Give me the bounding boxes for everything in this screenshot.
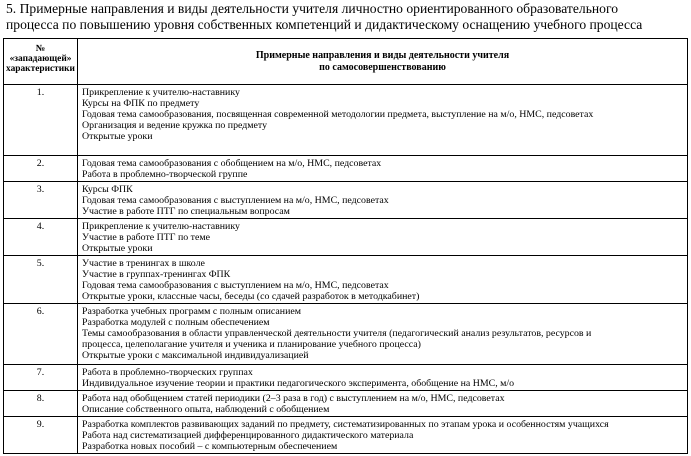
activity-line: Организация и ведение кружка по предмету — [82, 120, 268, 131]
header-col1-line-3: характеристики — [6, 64, 75, 74]
row-number: 7. — [4, 365, 78, 391]
activity-line: Разработка модулей с полным обеспечением — [82, 317, 270, 328]
table-header-row — [4, 39, 688, 85]
activity-line: Участие в группах-тренингах ФПК — [82, 269, 231, 280]
activity-line: Открытые уроки — [82, 131, 153, 142]
activity-line: Описание собственного опыта, наблюдений с обобщением — [82, 404, 330, 415]
activity-line: Открытые уроки — [82, 243, 153, 254]
header-col1-line-1: № — [35, 44, 46, 54]
row-activities — [78, 256, 688, 304]
table-row — [4, 304, 688, 365]
document-title — [6, 1, 690, 33]
activity-line: Прикрепление к учителю-наставнику — [82, 221, 240, 232]
activity-line: Годовая тема самообразования с выступлением на м/о, НМС, педсоветах — [82, 195, 389, 206]
row-activities — [78, 391, 688, 417]
row-number: 4. — [4, 219, 78, 256]
row-number: 3. — [4, 182, 78, 219]
table-row — [4, 417, 688, 454]
row-activities — [78, 156, 688, 182]
activity-line: Прикрепление к учителю-наставнику — [82, 87, 240, 98]
table-row — [4, 156, 688, 182]
activity-line: Участие в тренингах в школе — [82, 258, 205, 269]
row-number: 6. — [4, 304, 78, 365]
header-activities — [78, 39, 688, 85]
table-row — [4, 365, 688, 391]
table-row — [4, 256, 688, 304]
row-activities — [78, 365, 688, 391]
row-activities — [78, 417, 688, 454]
header-col1-line-2: «западающей» — [9, 54, 72, 64]
row-activities — [78, 85, 688, 156]
header-col2-line-1: Примерные направления и виды деятельности учителя — [255, 50, 510, 61]
activity-line: Разработка комплектов развивающих заданий по предмету, систематизированных по этапам урока и особенностям учащихся — [82, 419, 609, 430]
activity-line: Разработка новых пособий – с компьютерным обеспечением — [82, 441, 338, 452]
row-number: 2. — [4, 156, 78, 182]
activity-line: Годовая тема самообразования, посвященная современной методологии предмета, выступление на м/о, НМС, педсоветах — [82, 109, 594, 120]
table-row — [4, 391, 688, 417]
row-activities — [78, 304, 688, 365]
row-number: 5. — [4, 256, 78, 304]
activity-line: Участие в работе ПТГ по специальным вопросам — [82, 206, 290, 217]
activity-line: Разработка учебных программ с полным описанием — [82, 306, 301, 317]
row-number: 1. — [4, 85, 78, 156]
header-col2-line-2: по самосовершенствованию — [319, 61, 446, 73]
activity-line: Работа в проблемно-творческих группах — [82, 367, 253, 378]
activity-line: Открытые уроки, классные часы, беседы (со сдачей разработок в методкабинет) — [82, 291, 420, 302]
activity-line: Индивидуальное изучение теории и практики педагогического эксперимента, обобщение на НМС, м/о — [82, 378, 515, 389]
activity-line: Годовая тема самообразования с выступлением на м/о, НМС, педсоветах — [82, 280, 389, 291]
activity-line: Курсы на ФПК по предмету — [82, 98, 200, 109]
header-characteristic-number — [4, 39, 78, 85]
activity-line: Годовая тема самообразования с обобщением на м/о, НМС, педсоветах — [82, 158, 382, 169]
activity-line: Работа над обобщением статей периодики (2–3 раза в год) с выступлением на м/о, НМС, педсоветах — [82, 393, 505, 404]
activity-line: Курсы ФПК — [82, 184, 133, 195]
activities-table — [3, 38, 688, 454]
row-number: 9. — [4, 417, 78, 454]
title-line-1: 5. Примерные направления и виды деятельности учителя личностно ориентированного образовательного — [6, 1, 618, 16]
activity-line: Участие в работе ПТГ по теме — [82, 232, 210, 243]
activity-line: Работа над систематизацией дифференцированного дидактического материала — [82, 430, 414, 441]
row-activities — [78, 182, 688, 219]
table-row — [4, 182, 688, 219]
activity-line: Открытые уроки с максимальной индивидуализацией — [82, 350, 309, 361]
activity-line: Темы самообразования в области управленческой деятельности учителя (педагогический анализ результатов, ресурсов и — [82, 328, 592, 339]
table-row — [4, 85, 688, 156]
activity-line: Работа в проблемно-творческой группе — [82, 169, 248, 180]
activity-line: процесса, целеполагание учителя и ученика и планирование учебного процесса) — [82, 339, 421, 350]
table-row — [4, 219, 688, 256]
title-line-2: процесса по повышению уровня собственных компетенций и дидактическому оснащению учебного процесса — [6, 17, 643, 32]
row-number: 8. — [4, 391, 78, 417]
row-activities — [78, 219, 688, 256]
